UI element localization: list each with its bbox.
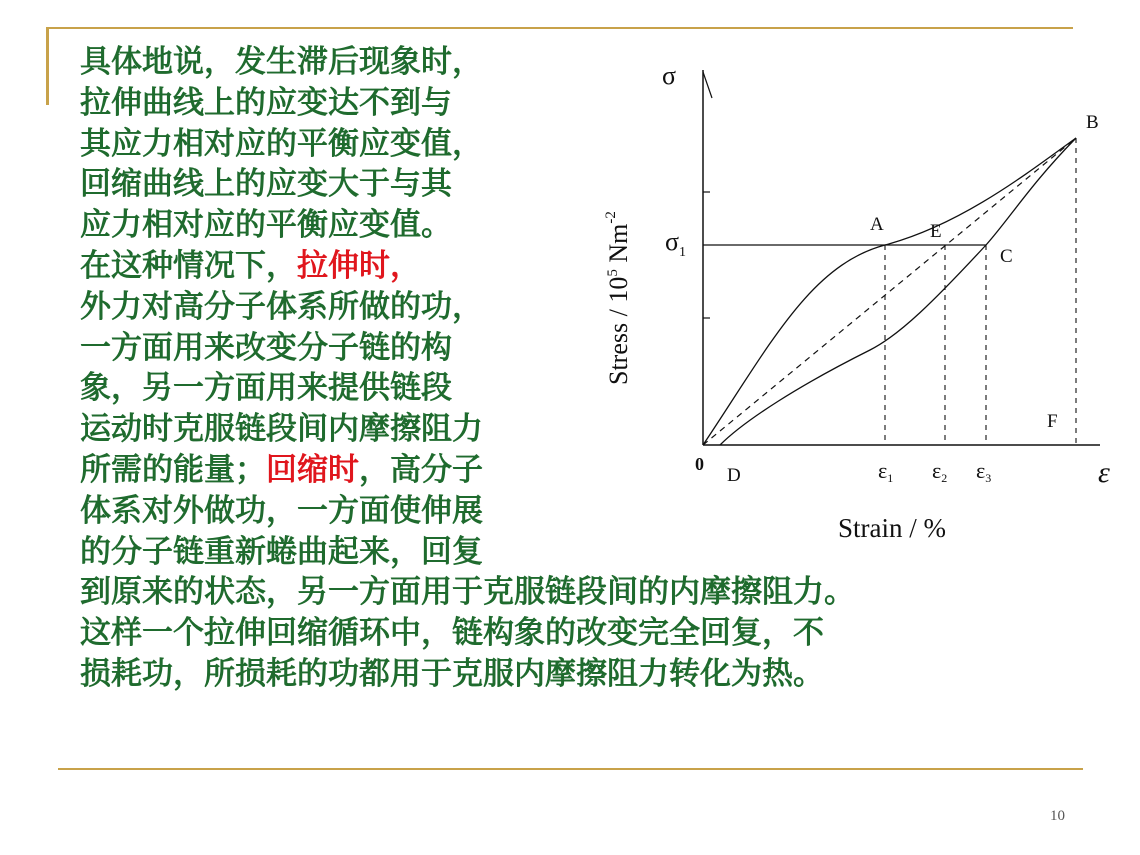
y-axis-arrow <box>703 72 712 98</box>
text-segment: 到原来的状态，另一方面用于克服链段间的内摩擦阻力。 <box>80 574 855 611</box>
epsilon1-label: ε1 <box>878 458 894 485</box>
text-segment: 这样一个拉伸回缩循环中，链构象的改变完全回复，不 <box>80 615 824 652</box>
text-segment: 运动时克服链段间内摩擦阻力 <box>80 411 483 448</box>
text-segment: 一方面用来改变分子链的构 <box>80 329 452 366</box>
text-segment: 其应力相对应的平衡应变值， <box>80 125 483 162</box>
text-segment: 在这种情况下， <box>80 247 297 284</box>
text-segment: 的分子链重新蜷曲起来，回复 <box>80 533 483 570</box>
text-segment: 所需的能量； <box>80 451 266 488</box>
text-segment: 回缩曲线上的应变大于与其 <box>80 166 452 203</box>
text-segment: 损耗功，所损耗的功都用于克服内摩擦阻力转化为热。 <box>80 655 824 692</box>
x-axis-title: Strain / % <box>838 513 946 543</box>
text-segment: 外力对高分子体系所做的功， <box>80 288 483 325</box>
point-d-label: D <box>727 465 741 486</box>
text-segment: 象，另一方面用来提供链段 <box>80 370 452 407</box>
x-axis-symbol: ε <box>1098 456 1110 489</box>
page-number: 10 <box>1050 808 1065 824</box>
sigma1-label: $\sigma_1$ <box>665 227 687 260</box>
text-segment: 具体地说，发生滞后现象时， <box>80 44 483 80</box>
text-segment: 体系对外做功，一方面使伸展 <box>80 492 483 529</box>
text-segment: ，高分子 <box>359 451 483 488</box>
point-b-label: B <box>1086 112 1099 133</box>
point-f-label: F <box>1047 411 1058 432</box>
y-axis-symbol: σ <box>662 61 677 90</box>
point-a-label: A <box>870 214 884 235</box>
epsilon3-label: ε3 <box>976 458 992 485</box>
point-c-label: C <box>1000 246 1013 267</box>
highlight-text: 回缩时 <box>266 451 359 488</box>
origin-label: 0 <box>695 454 704 474</box>
y-axis-title: Stress / $10^5$ $Nm^{-2}$ <box>603 211 633 385</box>
retract-curve <box>720 138 1076 445</box>
epsilon2-label: ε2 <box>932 458 948 485</box>
text-segment: 应力相对应的平衡应变值。 <box>80 207 452 244</box>
text-segment: 拉伸曲线上的应变达不到与 <box>80 84 452 121</box>
highlight-text: 拉伸时， <box>297 247 421 284</box>
equilibrium-line <box>703 138 1076 445</box>
point-e-label: E <box>930 221 942 242</box>
